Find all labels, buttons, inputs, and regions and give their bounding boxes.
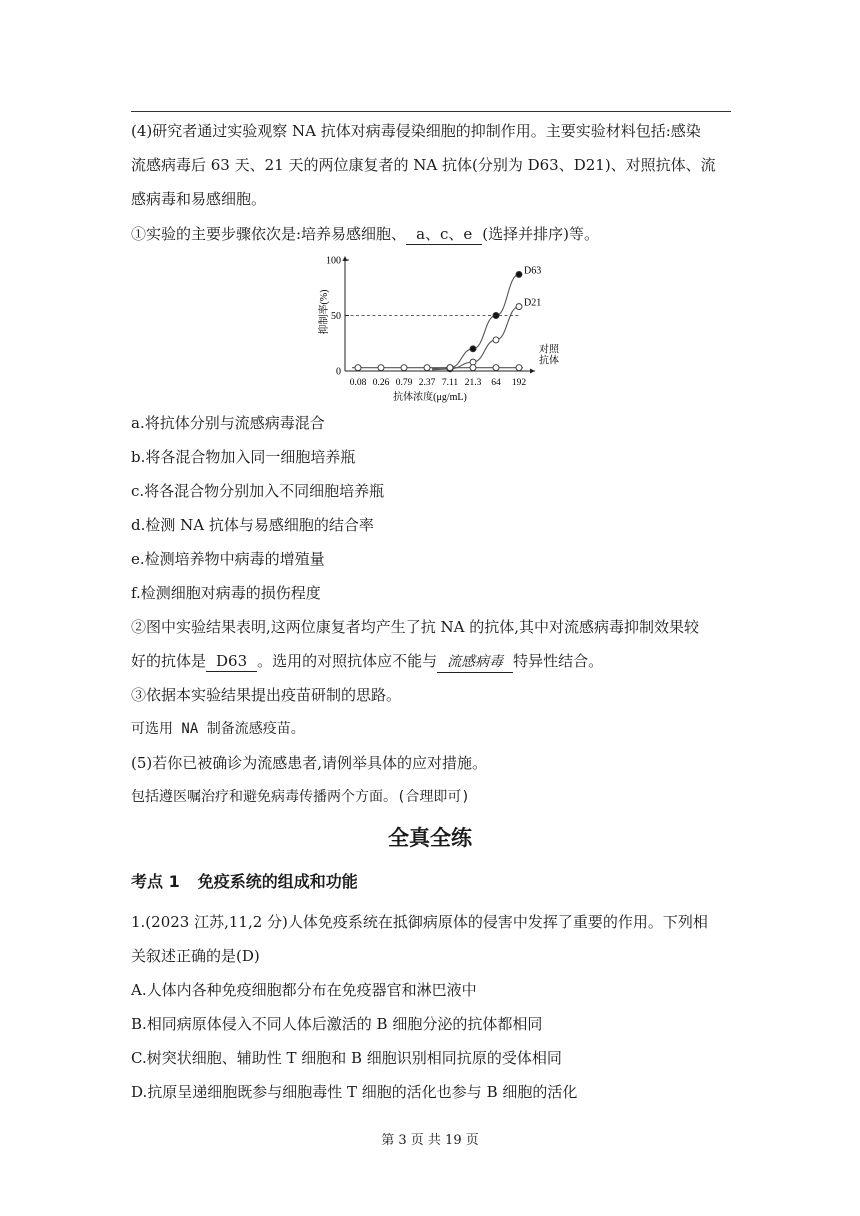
q1-choice-c: C.树突状细胞、辅助性 T 细胞和 B 细胞识别相同抗原的受体相同 [131,1049,562,1067]
chart-series-label-0: D63 [524,265,542,277]
chart-point-1 [516,304,522,310]
kaodian-heading [131,869,358,892]
q4-intro-line-2: 流感病毒后 63 天、21 天的两位康复者的 NA 抗体(分别为 D63、D21)、对照抗体、流 [131,156,716,174]
q4-step-line [131,224,741,245]
q1-choice-d: D.抗原呈递细胞既参与细胞毒性 T 细胞的活化也参与 B 细胞的活化 [131,1083,578,1101]
chart-x-tick-label: 0.79 [395,378,413,388]
chart-point-0 [516,271,522,277]
q4-result-suffix: 特异性结合。 [513,652,604,670]
chart-x-tick-label: 0.08 [349,378,367,388]
q4-result-mid: 。选用的对照抗体应不能与 [257,652,438,670]
option-a: a.将抗体分别与流感病毒混合 [131,414,325,432]
page-footer: 第 3 页 共 19 页 [381,1133,479,1148]
inhibition-chart [300,252,560,404]
q5-question: (5)若你已被确诊为流感患者,请例举具体的应对措施。 [131,754,488,772]
chart-x-tick-label: 7.11 [441,378,459,388]
option-f: f.检测细胞对病毒的损伤程度 [131,584,321,602]
chart-point-2 [355,365,361,371]
q1-choice-b: B.相同病原体侵入不同人体后激活的 B 细胞分泌的抗体都相同 [131,1015,543,1033]
chart-series-label-control-line2: 抗体 [539,355,559,367]
option-b: b.将各混合物加入同一细胞培养瓶 [131,448,356,466]
section-title: 全真全练 [388,826,472,850]
chart-x-tick-label: 0.26 [372,378,390,388]
q4-answer-control: 流感病毒 [437,652,513,673]
chart-x-axis-arrow [530,369,535,374]
option-c: c.将各混合物分别加入不同细胞培养瓶 [131,482,385,500]
chart-point-0 [470,346,476,352]
chart-x-axis-label: 抗体浓度(μg/mL) [393,392,467,403]
chart-point-2 [401,365,407,371]
option-e: e.检测培养物中病毒的增殖量 [131,550,325,568]
chart-series-label-control-line1: 对照 [539,344,559,356]
q4-result-line-1: ②图中实验结果表明,这两位康复者均产生了抗 NA 的抗体,其中对流感病毒抑制效果较 [131,618,700,636]
chart-y-tick-label: 50 [331,311,341,322]
chart-y-axis-label: 抑制率(%) [319,289,330,335]
q5-answer: 包括遵医嘱治疗和避免病毒传播两个方面。(合理即可) [131,789,470,805]
q4-idea-answer: 可选用 NA 制备流感疫苗。 [131,721,305,737]
chart-x-tick-label: 21.3 [464,378,482,388]
chart-x-tick-label: 192 [511,378,527,388]
chart-point-2 [447,365,453,371]
option-d: d.检测 NA 抗体与易感细胞的结合率 [131,516,374,534]
chart-point-2 [493,365,499,371]
q4-result-prefix: 好的抗体是 [131,652,207,670]
q4-idea-question: ③依据本实验结果提出疫苗研制的思路。 [131,686,402,704]
kaodian-title: 免疫系统的组成和功能 [197,872,358,891]
chart-point-1 [493,337,499,343]
chart-point-2 [378,365,384,371]
chart-series-line-0 [432,274,519,368]
chart-series-label-1: D21 [524,297,542,309]
header-rule [131,111,731,112]
chart-y-tick-label: 0 [336,366,341,378]
chart-point-2 [470,365,476,371]
q4-intro-line-1: (4)研究者通过实验观察 NA 抗体对病毒侵染细胞的抑制作用。主要实验材料包括:感染 [131,122,701,140]
q1-choice-a: A.人体内各种免疫细胞都分布在免疫器官和淋巴液中 [131,981,477,999]
q4-result-line-2 [131,651,741,673]
q4-intro-line-3: 感病毒和易感细胞。 [131,190,267,208]
chart-y-axis-arrow [343,256,348,261]
q4-step-prefix: ①实验的主要步骤依次是:培养易感细胞、 [131,225,407,243]
q1-stem-line-2: 关叙述正确的是(D) [131,947,260,965]
chart-x-tick-label: 64 [491,378,501,388]
kaodian-label: 考点 1 [131,872,180,891]
chart-x-tick-label: 2.37 [418,378,436,388]
q1-stem-line-1: 1.(2023 江苏,11,2 分)人体免疫系统在抵御病原体的侵害中发挥了重要的作用。下列相 [131,913,708,931]
chart-y-tick-label: 100 [326,255,341,267]
chart-point-2 [516,365,522,371]
q4-answer-best-antibody: D63 [206,651,257,672]
chart-point-2 [424,365,430,371]
q4-step-answer: a、c、e [406,224,482,245]
q4-step-suffix: (选择并排序)等。 [482,225,600,243]
